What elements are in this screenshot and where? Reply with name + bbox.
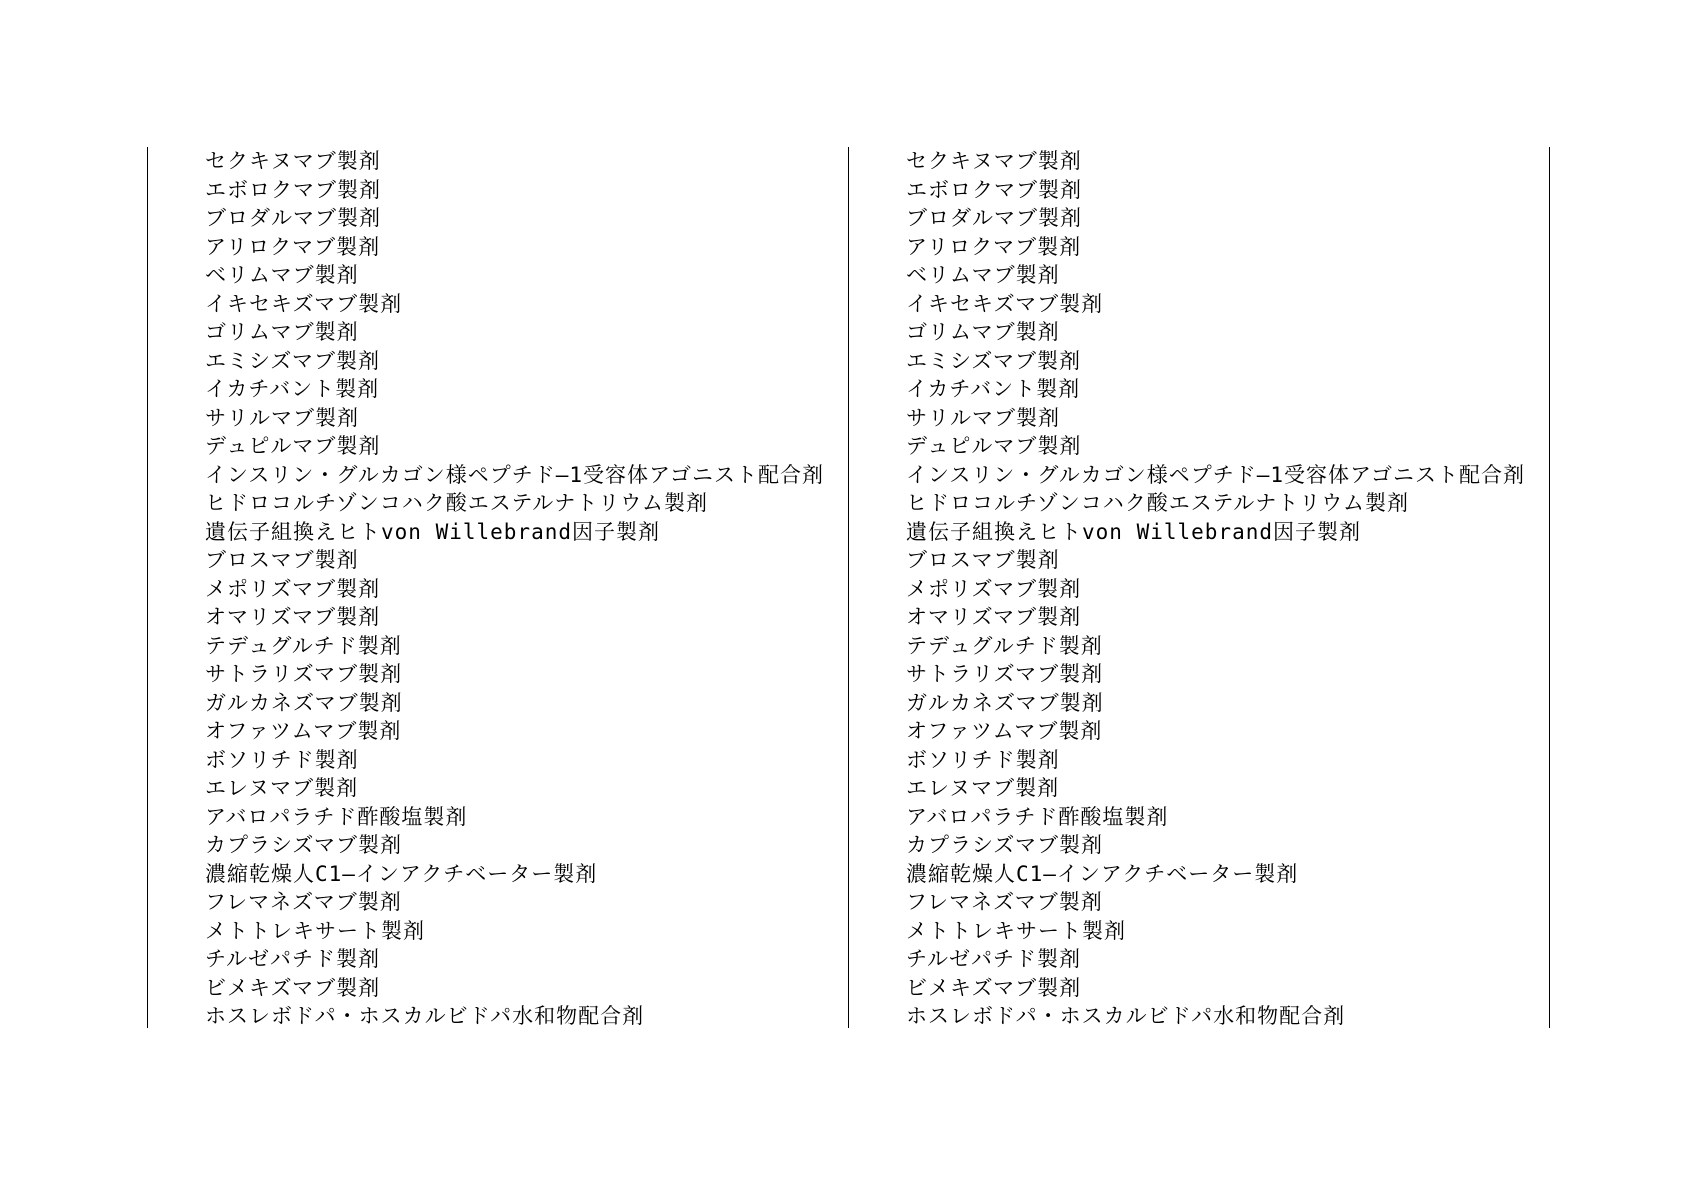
list-item: オマリズマブ製剤 — [906, 605, 1082, 629]
list-item: インスリン・グルカゴン様ペプチド―1受容体アゴニスト配合剤 — [906, 462, 1525, 487]
list-item: メポリズマブ製剤 — [205, 576, 381, 601]
list-item: メポリズマブ製剤 — [906, 576, 1082, 601]
list-item: 遺伝子組換えヒトvon Willebrand因子製剤 — [906, 519, 1362, 544]
list-item: エミシズマブ製剤 — [205, 348, 380, 373]
list-item: ブロスマブ製剤 — [906, 548, 1060, 572]
list-item: エレヌマブ製剤 — [205, 776, 359, 800]
list-item: チルゼパチド製剤 — [205, 947, 380, 971]
list-item: セクキヌマブ製剤 — [205, 149, 381, 173]
list-item: イキセキズマブ製剤 — [205, 291, 403, 316]
list-item: ベリムマブ製剤 — [205, 263, 359, 287]
list-item: チルゼパチド製剤 — [906, 947, 1081, 971]
list-item: アバロパラチド酢酸塩製剤 — [205, 804, 468, 829]
list-item: ビメキズマブ製剤 — [205, 975, 381, 1000]
list-item: 濃縮乾燥人C1―インアクチベーター製剤 — [205, 861, 598, 886]
list-item: ビメキズマブ製剤 — [906, 975, 1082, 1000]
list-item: オファツムマブ製剤 — [906, 719, 1103, 743]
list-item: サトラリズマブ製剤 — [906, 662, 1104, 686]
list-item: アリロクマブ製剤 — [205, 234, 381, 259]
list-item: エボロクマブ製剤 — [906, 177, 1082, 202]
right-column-list — [906, 147, 1586, 1031]
left-column-list — [205, 147, 885, 1031]
list-item: メトトレキサート製剤 — [205, 918, 425, 943]
list-item: オファツムマブ製剤 — [205, 719, 402, 743]
list-item: ホスレボドパ・ホスカルビドパ水和物配合剤 — [205, 1004, 645, 1028]
list-item: ベリムマブ製剤 — [906, 263, 1060, 287]
table-border-left — [147, 147, 148, 1028]
list-item: デュピルマブ製剤 — [906, 434, 1082, 458]
list-item: イキセキズマブ製剤 — [906, 291, 1104, 316]
list-item: セクキヌマブ製剤 — [906, 149, 1082, 173]
list-item: テデュグルチド製剤 — [205, 633, 402, 658]
list-item: フレマネズマブ製剤 — [906, 890, 1103, 914]
list-item: テデュグルチド製剤 — [906, 633, 1103, 658]
list-item: エミシズマブ製剤 — [906, 348, 1081, 373]
list-item: サトラリズマブ製剤 — [205, 662, 403, 686]
list-item: ホスレボドパ・ホスカルビドパ水和物配合剤 — [906, 1004, 1346, 1028]
list-item: イカチバント製剤 — [205, 377, 380, 401]
list-item: ゴリムマブ製剤 — [906, 320, 1060, 344]
list-item: エボロクマブ製剤 — [205, 177, 381, 202]
list-item: サリルマブ製剤 — [906, 405, 1060, 430]
list-item: インスリン・グルカゴン様ペプチド―1受容体アゴニスト配合剤 — [205, 462, 824, 487]
list-item: ヒドロコルチゾンコハク酸エステルナトリウム製剤 — [906, 491, 1410, 515]
list-item: カプラシズマブ製剤 — [205, 833, 402, 857]
list-item: デュピルマブ製剤 — [205, 434, 381, 458]
list-item: ボソリチド製剤 — [906, 747, 1060, 772]
list-item: エレヌマブ製剤 — [906, 776, 1060, 800]
list-item: イカチバント製剤 — [906, 377, 1081, 401]
list-item: ガルカネズマブ製剤 — [906, 690, 1104, 715]
drug-list-table — [147, 147, 1550, 1028]
list-item: カプラシズマブ製剤 — [906, 833, 1103, 857]
list-item: ヒドロコルチゾンコハク酸エステルナトリウム製剤 — [205, 491, 709, 515]
list-item: フレマネズマブ製剤 — [205, 890, 402, 914]
list-item: ボソリチド製剤 — [205, 747, 359, 772]
list-item: アリロクマブ製剤 — [906, 234, 1082, 259]
list-item: アバロパラチド酢酸塩製剤 — [906, 804, 1169, 829]
list-item: ブロダルマブ製剤 — [906, 206, 1082, 230]
list-item: 遺伝子組換えヒトvon Willebrand因子製剤 — [205, 519, 661, 544]
list-item: オマリズマブ製剤 — [205, 605, 381, 629]
list-item: ゴリムマブ製剤 — [205, 320, 359, 344]
list-item: サリルマブ製剤 — [205, 405, 359, 430]
list-item: 濃縮乾燥人C1―インアクチベーター製剤 — [906, 861, 1299, 886]
list-item: ガルカネズマブ製剤 — [205, 690, 403, 715]
list-item: ブロスマブ製剤 — [205, 548, 359, 572]
list-item: メトトレキサート製剤 — [906, 918, 1126, 943]
list-item: ブロダルマブ製剤 — [205, 206, 381, 230]
